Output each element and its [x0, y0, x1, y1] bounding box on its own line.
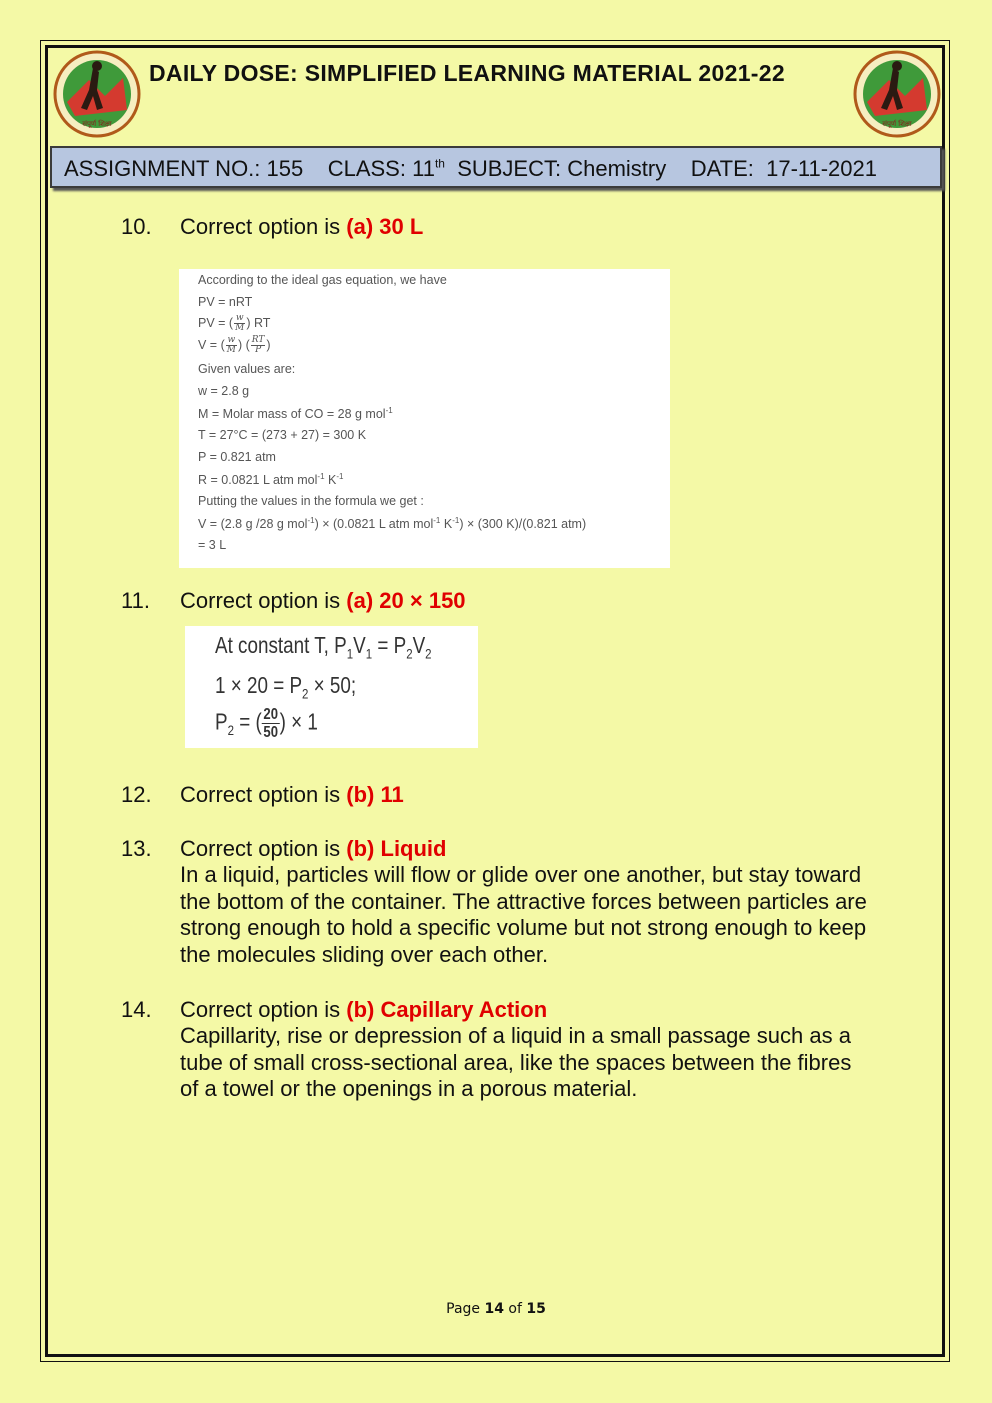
calc-line — [198, 472, 343, 487]
answer-line — [180, 588, 466, 614]
calc-text: ) — [266, 337, 271, 352]
page-title: DAILY DOSE: SIMPLIFIED LEARNING MATERIAL 2021-22 — [149, 60, 785, 86]
answer-prefix: Correct option is — [180, 782, 347, 807]
calc-line — [198, 516, 586, 531]
page-of: of — [503, 1301, 527, 1317]
answer-explanation: In a liquid, particles will flow or glide over one another, but stay toward the bottom of the container. The attractive forces between particles are strong enough to hold a specific volume but not strong enough to keep the molecules sliding over each other. — [180, 862, 867, 967]
school-logo-right — [853, 50, 941, 138]
boyle-text: At constant T, P — [215, 632, 347, 658]
boyle-line — [215, 632, 432, 662]
calc-text: K — [324, 473, 337, 488]
class-label: CLASS: — [327, 156, 406, 181]
numerator: w — [235, 313, 244, 323]
superscript: -1 — [433, 516, 441, 525]
calc-line: w = 2.8 g — [198, 384, 250, 398]
calc-text: ) × (300 K)/(0.821 atm) — [459, 517, 587, 532]
question-number: 11. — [121, 588, 150, 613]
svg-text:संपूर्ण शिक्षा: संपूर्ण शिक्षा — [882, 120, 912, 128]
answer-line — [180, 997, 547, 1023]
date-value: 17-11-2021 — [766, 156, 877, 181]
answer-prefix: Correct option is — [180, 997, 347, 1022]
calc-text: PV = ( — [198, 315, 234, 330]
calc-text: V = (2.8 g /28 g mol — [198, 517, 308, 532]
numerator: 20 — [263, 706, 278, 723]
superscript: -1 — [452, 516, 460, 525]
fraction — [226, 336, 237, 355]
answer-line — [180, 782, 404, 808]
page-total: 15 — [526, 1301, 546, 1317]
question-number: 13. — [121, 836, 152, 861]
boyle-line — [215, 672, 356, 702]
calc-line: PV = nRT — [198, 295, 253, 309]
boyle-text: 1 × 20 = P — [215, 672, 303, 698]
assignment-info-text — [64, 156, 877, 182]
subscript: 2 — [425, 645, 432, 662]
answer-prefix: Correct option is — [180, 588, 347, 613]
class-value: 11 — [412, 156, 435, 181]
date-label: DATE: — [690, 156, 754, 181]
calc-line: P = 0.821 atm — [198, 450, 276, 464]
subject-value: Chemistry — [567, 156, 667, 181]
page-current: 14 — [484, 1301, 504, 1317]
boyles-law-solution-image — [185, 626, 478, 748]
svg-text:संपूर्ण शिक्षा: संपूर्ण शिक्षा — [82, 120, 112, 128]
page-label: Page — [446, 1301, 485, 1317]
subscript: 2 — [302, 685, 309, 702]
correct-answer: (b) Capillary Action — [346, 997, 548, 1022]
calc-text: M = Molar mass of CO = 28 g mol — [198, 407, 386, 422]
calc-text: K — [440, 517, 453, 532]
calc-text: ) ( — [237, 337, 250, 352]
question-number: 14. — [121, 997, 152, 1022]
ideal-gas-solution-image — [179, 269, 670, 568]
calc-line: Putting the values in the formula we get : — [198, 494, 424, 508]
superscript: -1 — [336, 472, 344, 481]
answer-prefix: Correct option is — [180, 214, 347, 239]
correct-answer: (b) 11 — [346, 782, 404, 807]
superscript: -1 — [385, 406, 393, 415]
class-suffix: th — [434, 156, 445, 171]
calc-line: According to the ideal gas equation, we have — [198, 273, 447, 287]
fraction — [251, 336, 266, 355]
subject-label: SUBJECT: — [457, 156, 562, 181]
fraction — [262, 706, 280, 741]
calc-line — [198, 314, 270, 333]
answer-explanation: Capillarity, rise or depression of a liquid in a small passage such as a tube of small cross-sectional area, like the spaces between the fibres of a towel or the openings in a porous material. — [180, 1023, 852, 1101]
page-number — [0, 1301, 992, 1317]
correct-answer: (a) 20 × 150 — [346, 588, 466, 613]
calc-line — [198, 336, 271, 355]
question-number: 12. — [121, 782, 152, 807]
boyle-text: ) × 1 — [279, 708, 318, 735]
subscript: 2 — [406, 645, 413, 662]
calc-line: Given values are: — [198, 362, 296, 376]
page-border-inner — [45, 45, 945, 1357]
answer-line — [180, 214, 423, 240]
calc-line: T = 27°C = (273 + 27) = 300 K — [198, 428, 367, 442]
boyle-text: P — [215, 708, 228, 735]
answer-line — [180, 836, 446, 862]
answer-prefix: Correct option is — [180, 836, 347, 861]
denominator: 50 — [263, 724, 278, 741]
calc-text: V = ( — [198, 337, 225, 352]
assignment-label: ASSIGNMENT NO.: — [64, 156, 261, 181]
assignment-number: 155 — [266, 156, 304, 181]
superscript: -1 — [317, 472, 325, 481]
boyle-text: = ( — [233, 708, 262, 735]
calc-line: = 3 L — [198, 538, 227, 552]
boyle-text: V — [412, 632, 426, 658]
calc-text: ) × (0.0821 L atm mol — [314, 517, 434, 532]
denominator: P — [255, 345, 262, 355]
correct-answer: (a) 30 L — [346, 214, 424, 239]
subscript: 1 — [365, 645, 373, 662]
subscript: 2 — [227, 722, 234, 739]
denominator: M — [226, 345, 236, 355]
calc-text: ) RT — [246, 315, 271, 330]
boyle-line — [215, 706, 318, 741]
school-logo-left — [53, 50, 141, 138]
denominator: M — [235, 323, 245, 333]
boyle-text: = P — [372, 632, 407, 658]
boyle-text: V — [353, 632, 366, 658]
fraction — [234, 314, 245, 333]
question-number: 10. — [121, 214, 152, 239]
numerator: w — [227, 335, 236, 345]
assignment-info-bar — [50, 146, 942, 188]
boyle-text: × 50; — [308, 672, 357, 698]
calc-line — [198, 406, 393, 421]
numerator: RT — [251, 335, 265, 345]
calc-text: R = 0.0821 L atm mol — [198, 473, 318, 488]
correct-answer: (b) Liquid — [346, 836, 447, 861]
superscript: -1 — [307, 516, 315, 525]
subscript: 1 — [346, 645, 354, 662]
